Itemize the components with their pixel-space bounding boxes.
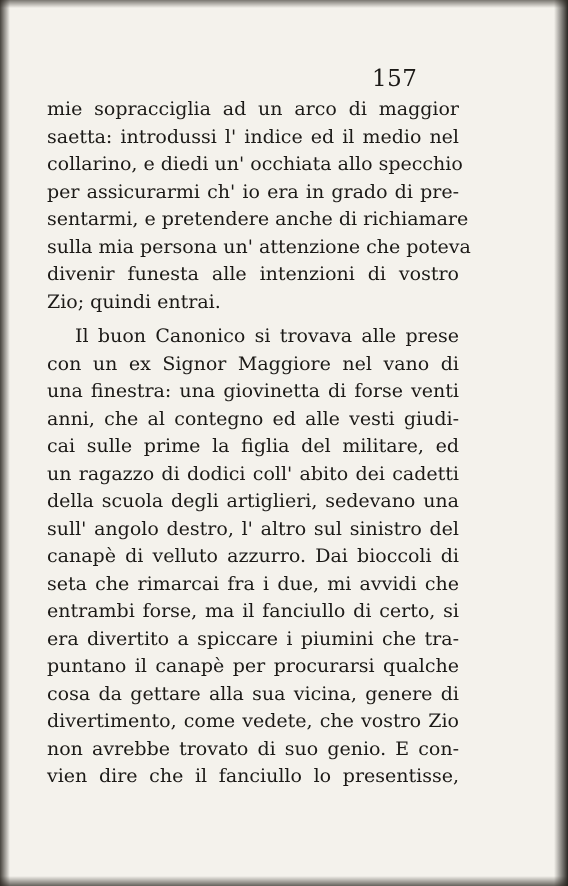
text-line: per assicurarmi ch' io era in grado di pre-: [47, 180, 459, 203]
text-line: non avrebbe trovato di suo genio. E con-: [47, 737, 459, 760]
paragraph-1: [47, 96, 471, 316]
body-text: [47, 96, 471, 791]
paragraph-2: [47, 323, 459, 791]
text-line: saetta: introdussi l' indice ed il medio nel: [47, 125, 459, 148]
text-line: sentarmi, e pretendere anche di richiamare: [47, 208, 469, 230]
text-line: canapè di velluto azzurro. Dai bioccoli di: [47, 545, 459, 567]
page-edge-shadow-right: [554, 0, 568, 886]
text-line: Il buon Canonico si trovava alle prese: [75, 325, 459, 347]
text-line: un ragazzo di dodici coll' abito dei cadetti: [47, 462, 459, 485]
text-line: sulla mia persona un' attenzione che poteva: [47, 235, 471, 258]
text-line: collarino, e diedi un' occhiata allo specchio: [47, 153, 463, 175]
text-line: era divertito a spiccare i piumini che tra-: [47, 627, 459, 650]
text-line: divertimento, come vedete, che vostro Zio: [47, 710, 459, 732]
text-line: con un ex Signor Maggiore nel vano di: [47, 352, 459, 375]
page-edge-shadow-top: [0, 0, 568, 8]
text-line: cai sulle prime la figlia del militare, ed: [47, 435, 459, 457]
page-edge-shadow-left: [0, 0, 10, 886]
text-line: entrambi forse, ma il fanciullo di certo, si: [47, 600, 459, 622]
text-line: sull' angolo destro, l' altro sul sinistro del: [47, 517, 459, 540]
text-line: della scuola degli artiglieri, sedevano una: [47, 490, 459, 512]
text-line: cosa da gettare alla sua vicina, genere di: [47, 682, 459, 705]
text-line: seta che rimarcai fra i due, mi avvidi che: [47, 572, 459, 595]
text-line: una finestra: una giovinetta di forse venti: [47, 380, 459, 402]
page-number: 157: [372, 66, 418, 92]
text-line: vien dire che il fanciullo lo presentisse,: [47, 765, 459, 787]
text-line: puntano il canapè per procurarsi qualche: [47, 655, 459, 677]
text-line: Zio; quindi entrai.: [47, 290, 221, 313]
text-line: divenir funesta alle intenzioni di vostro: [47, 263, 459, 285]
page-edge-shadow-bottom: [0, 876, 568, 886]
text-line: anni, che al contegno ed alle vesti giudi-: [47, 407, 459, 430]
text-line: mie sopracciglia ad un arco di maggior: [47, 98, 459, 120]
paragraph-gap: [47, 316, 459, 323]
